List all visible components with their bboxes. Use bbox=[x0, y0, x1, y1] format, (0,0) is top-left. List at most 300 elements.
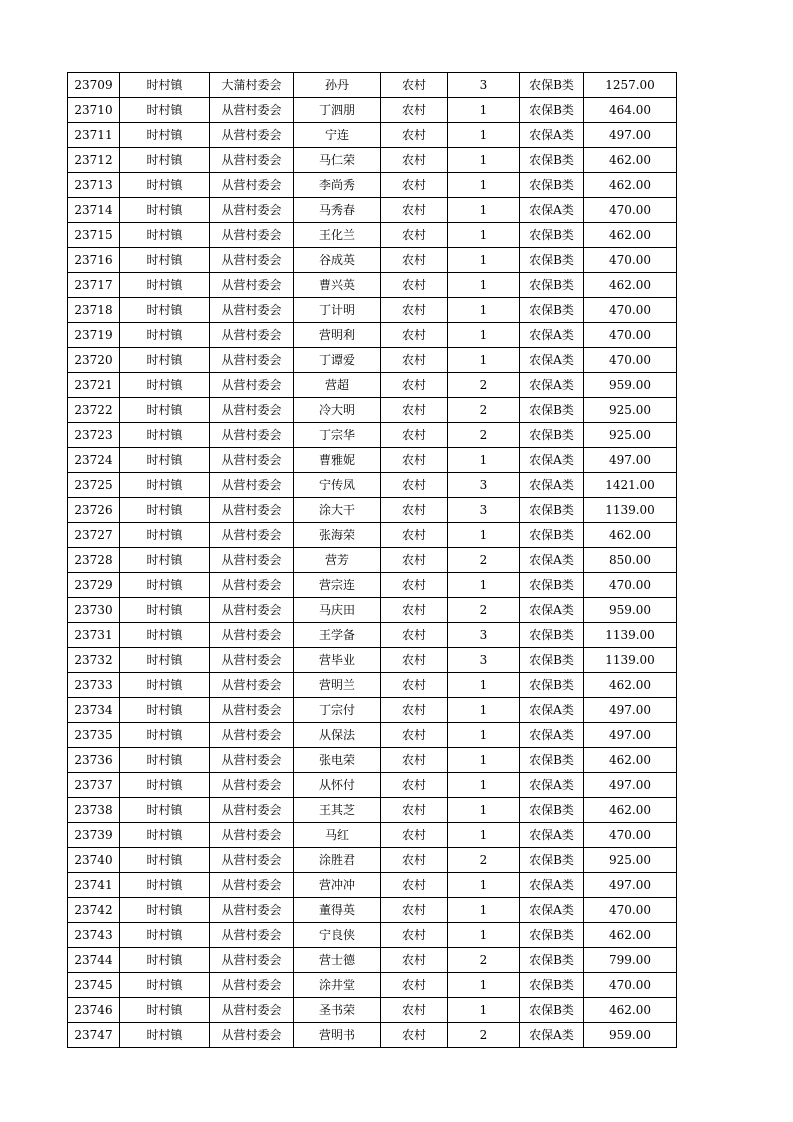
cell-category: 农保B类 bbox=[520, 623, 584, 648]
cell-name: 营明利 bbox=[294, 323, 381, 348]
cell-area-type: 农村 bbox=[381, 623, 448, 648]
table-row bbox=[68, 323, 677, 348]
cell-name: 宁连 bbox=[294, 123, 381, 148]
cell-id: 23713 bbox=[68, 173, 120, 198]
cell-town: 时村镇 bbox=[120, 173, 210, 198]
cell-name: 李尚秀 bbox=[294, 173, 381, 198]
cell-village: 从营村委会 bbox=[210, 398, 294, 423]
cell-town: 时村镇 bbox=[120, 423, 210, 448]
cell-area-type: 农村 bbox=[381, 773, 448, 798]
cell-town: 时村镇 bbox=[120, 98, 210, 123]
cell-count: 1 bbox=[448, 298, 520, 323]
cell-area-type: 农村 bbox=[381, 573, 448, 598]
table-row bbox=[68, 448, 677, 473]
cell-id: 23744 bbox=[68, 948, 120, 973]
cell-id: 23712 bbox=[68, 148, 120, 173]
cell-category: 农保B类 bbox=[520, 923, 584, 948]
cell-count: 1 bbox=[448, 248, 520, 273]
cell-category: 农保A类 bbox=[520, 823, 584, 848]
cell-category: 农保A类 bbox=[520, 348, 584, 373]
cell-amount: 497.00 bbox=[584, 723, 677, 748]
cell-category: 农保A类 bbox=[520, 323, 584, 348]
table-row bbox=[68, 848, 677, 873]
cell-village: 从营村委会 bbox=[210, 773, 294, 798]
cell-name: 丁谭爱 bbox=[294, 348, 381, 373]
table-row bbox=[68, 123, 677, 148]
table-row bbox=[68, 573, 677, 598]
cell-village: 从营村委会 bbox=[210, 348, 294, 373]
cell-name: 从怀付 bbox=[294, 773, 381, 798]
cell-category: 农保A类 bbox=[520, 773, 584, 798]
cell-count: 2 bbox=[448, 848, 520, 873]
cell-id: 23742 bbox=[68, 898, 120, 923]
cell-category: 农保A类 bbox=[520, 698, 584, 723]
cell-amount: 470.00 bbox=[584, 323, 677, 348]
cell-amount: 497.00 bbox=[584, 873, 677, 898]
cell-count: 1 bbox=[448, 173, 520, 198]
cell-count: 2 bbox=[448, 398, 520, 423]
cell-town: 时村镇 bbox=[120, 398, 210, 423]
cell-amount: 1139.00 bbox=[584, 498, 677, 523]
cell-town: 时村镇 bbox=[120, 823, 210, 848]
cell-village: 从营村委会 bbox=[210, 873, 294, 898]
table-row bbox=[68, 598, 677, 623]
cell-area-type: 农村 bbox=[381, 723, 448, 748]
table-row bbox=[68, 173, 677, 198]
cell-count: 3 bbox=[448, 498, 520, 523]
cell-village: 从营村委会 bbox=[210, 848, 294, 873]
cell-amount: 462.00 bbox=[584, 523, 677, 548]
cell-count: 1 bbox=[448, 223, 520, 248]
cell-count: 1 bbox=[448, 273, 520, 298]
table-row bbox=[68, 523, 677, 548]
cell-name: 马红 bbox=[294, 823, 381, 848]
cell-name: 营超 bbox=[294, 373, 381, 398]
cell-amount: 462.00 bbox=[584, 223, 677, 248]
cell-amount: 462.00 bbox=[584, 673, 677, 698]
cell-area-type: 农村 bbox=[381, 423, 448, 448]
cell-name: 涂大干 bbox=[294, 498, 381, 523]
cell-category: 农保B类 bbox=[520, 573, 584, 598]
cell-count: 1 bbox=[448, 873, 520, 898]
cell-id: 23717 bbox=[68, 273, 120, 298]
cell-village: 从营村委会 bbox=[210, 723, 294, 748]
cell-town: 时村镇 bbox=[120, 73, 210, 98]
cell-count: 1 bbox=[448, 998, 520, 1023]
cell-id: 23725 bbox=[68, 473, 120, 498]
cell-name: 张海荣 bbox=[294, 523, 381, 548]
cell-id: 23726 bbox=[68, 498, 120, 523]
cell-area-type: 农村 bbox=[381, 523, 448, 548]
cell-area-type: 农村 bbox=[381, 1023, 448, 1048]
cell-area-type: 农村 bbox=[381, 273, 448, 298]
cell-village: 从营村委会 bbox=[210, 973, 294, 998]
cell-name: 马仁荣 bbox=[294, 148, 381, 173]
cell-area-type: 农村 bbox=[381, 798, 448, 823]
cell-name: 张电荣 bbox=[294, 748, 381, 773]
table-row bbox=[68, 348, 677, 373]
cell-village: 从营村委会 bbox=[210, 823, 294, 848]
cell-id: 23723 bbox=[68, 423, 120, 448]
cell-id: 23732 bbox=[68, 648, 120, 673]
cell-area-type: 农村 bbox=[381, 223, 448, 248]
cell-amount: 1139.00 bbox=[584, 648, 677, 673]
cell-count: 1 bbox=[448, 973, 520, 998]
cell-category: 农保B类 bbox=[520, 673, 584, 698]
cell-town: 时村镇 bbox=[120, 498, 210, 523]
cell-name: 宁传凤 bbox=[294, 473, 381, 498]
cell-id: 23731 bbox=[68, 623, 120, 648]
cell-name: 圣书荣 bbox=[294, 998, 381, 1023]
table-row bbox=[68, 723, 677, 748]
cell-town: 时村镇 bbox=[120, 673, 210, 698]
cell-name: 营宗连 bbox=[294, 573, 381, 598]
cell-category: 农保B类 bbox=[520, 273, 584, 298]
cell-village: 从营村委会 bbox=[210, 123, 294, 148]
cell-amount: 1257.00 bbox=[584, 73, 677, 98]
table-row bbox=[68, 373, 677, 398]
cell-village: 从营村委会 bbox=[210, 98, 294, 123]
cell-id: 23714 bbox=[68, 198, 120, 223]
cell-id: 23735 bbox=[68, 723, 120, 748]
cell-village: 从营村委会 bbox=[210, 523, 294, 548]
table-row bbox=[68, 698, 677, 723]
cell-name: 曹雅妮 bbox=[294, 448, 381, 473]
cell-village: 从营村委会 bbox=[210, 948, 294, 973]
cell-category: 农保B类 bbox=[520, 948, 584, 973]
cell-category: 农保B类 bbox=[520, 748, 584, 773]
cell-village: 从营村委会 bbox=[210, 673, 294, 698]
cell-count: 1 bbox=[448, 748, 520, 773]
table-row bbox=[68, 923, 677, 948]
cell-count: 1 bbox=[448, 673, 520, 698]
cell-name: 马庆田 bbox=[294, 598, 381, 623]
table-row bbox=[68, 773, 677, 798]
cell-town: 时村镇 bbox=[120, 298, 210, 323]
table-row bbox=[68, 748, 677, 773]
cell-id: 23729 bbox=[68, 573, 120, 598]
table-row bbox=[68, 498, 677, 523]
cell-count: 2 bbox=[448, 1023, 520, 1048]
cell-category: 农保B类 bbox=[520, 98, 584, 123]
table-row bbox=[68, 798, 677, 823]
table-row bbox=[68, 673, 677, 698]
cell-town: 时村镇 bbox=[120, 323, 210, 348]
cell-village: 从营村委会 bbox=[210, 373, 294, 398]
cell-category: 农保B类 bbox=[520, 248, 584, 273]
cell-id: 23728 bbox=[68, 548, 120, 573]
cell-village: 从营村委会 bbox=[210, 1023, 294, 1048]
cell-category: 农保A类 bbox=[520, 548, 584, 573]
cell-area-type: 农村 bbox=[381, 323, 448, 348]
cell-count: 2 bbox=[448, 948, 520, 973]
cell-count: 1 bbox=[448, 898, 520, 923]
cell-town: 时村镇 bbox=[120, 998, 210, 1023]
cell-id: 23741 bbox=[68, 873, 120, 898]
cell-name: 营芳 bbox=[294, 548, 381, 573]
cell-town: 时村镇 bbox=[120, 623, 210, 648]
cell-id: 23721 bbox=[68, 373, 120, 398]
cell-village: 从营村委会 bbox=[210, 498, 294, 523]
table-row bbox=[68, 648, 677, 673]
table-row bbox=[68, 898, 677, 923]
cell-area-type: 农村 bbox=[381, 173, 448, 198]
cell-id: 23724 bbox=[68, 448, 120, 473]
cell-area-type: 农村 bbox=[381, 973, 448, 998]
cell-category: 农保B类 bbox=[520, 648, 584, 673]
cell-count: 3 bbox=[448, 648, 520, 673]
cell-area-type: 农村 bbox=[381, 298, 448, 323]
cell-town: 时村镇 bbox=[120, 698, 210, 723]
cell-village: 大蒲村委会 bbox=[210, 73, 294, 98]
cell-id: 23747 bbox=[68, 1023, 120, 1048]
cell-amount: 462.00 bbox=[584, 798, 677, 823]
cell-town: 时村镇 bbox=[120, 273, 210, 298]
cell-name: 孙丹 bbox=[294, 73, 381, 98]
cell-count: 1 bbox=[448, 573, 520, 598]
cell-town: 时村镇 bbox=[120, 948, 210, 973]
table-body bbox=[68, 73, 677, 1048]
cell-category: 农保A类 bbox=[520, 373, 584, 398]
cell-category: 农保B类 bbox=[520, 498, 584, 523]
cell-category: 农保B类 bbox=[520, 848, 584, 873]
cell-village: 从营村委会 bbox=[210, 923, 294, 948]
cell-village: 从营村委会 bbox=[210, 223, 294, 248]
table-row bbox=[68, 423, 677, 448]
cell-category: 农保B类 bbox=[520, 73, 584, 98]
cell-amount: 1139.00 bbox=[584, 623, 677, 648]
cell-town: 时村镇 bbox=[120, 973, 210, 998]
cell-id: 23718 bbox=[68, 298, 120, 323]
cell-amount: 959.00 bbox=[584, 1023, 677, 1048]
cell-area-type: 农村 bbox=[381, 248, 448, 273]
cell-area-type: 农村 bbox=[381, 348, 448, 373]
cell-id: 23722 bbox=[68, 398, 120, 423]
cell-count: 1 bbox=[448, 348, 520, 373]
cell-category: 农保B类 bbox=[520, 223, 584, 248]
cell-area-type: 农村 bbox=[381, 448, 448, 473]
cell-name: 宁良侠 bbox=[294, 923, 381, 948]
cell-area-type: 农村 bbox=[381, 373, 448, 398]
cell-id: 23727 bbox=[68, 523, 120, 548]
cell-town: 时村镇 bbox=[120, 448, 210, 473]
cell-amount: 850.00 bbox=[584, 548, 677, 573]
cell-count: 3 bbox=[448, 73, 520, 98]
cell-name: 曹兴英 bbox=[294, 273, 381, 298]
cell-village: 从营村委会 bbox=[210, 698, 294, 723]
cell-category: 农保B类 bbox=[520, 973, 584, 998]
cell-town: 时村镇 bbox=[120, 773, 210, 798]
cell-id: 23715 bbox=[68, 223, 120, 248]
table-row bbox=[68, 473, 677, 498]
cell-name: 丁计明 bbox=[294, 298, 381, 323]
cell-area-type: 农村 bbox=[381, 98, 448, 123]
cell-area-type: 农村 bbox=[381, 548, 448, 573]
cell-area-type: 农村 bbox=[381, 498, 448, 523]
cell-town: 时村镇 bbox=[120, 848, 210, 873]
cell-village: 从营村委会 bbox=[210, 473, 294, 498]
cell-town: 时村镇 bbox=[120, 373, 210, 398]
cell-town: 时村镇 bbox=[120, 123, 210, 148]
cell-town: 时村镇 bbox=[120, 798, 210, 823]
cell-village: 从营村委会 bbox=[210, 323, 294, 348]
cell-name: 王其芝 bbox=[294, 798, 381, 823]
cell-village: 从营村委会 bbox=[210, 198, 294, 223]
cell-id: 23746 bbox=[68, 998, 120, 1023]
cell-category: 农保B类 bbox=[520, 998, 584, 1023]
cell-name: 营毕业 bbox=[294, 648, 381, 673]
cell-village: 从营村委会 bbox=[210, 998, 294, 1023]
cell-count: 1 bbox=[448, 773, 520, 798]
cell-id: 23711 bbox=[68, 123, 120, 148]
cell-amount: 959.00 bbox=[584, 598, 677, 623]
cell-name: 董得英 bbox=[294, 898, 381, 923]
cell-village: 从营村委会 bbox=[210, 423, 294, 448]
cell-category: 农保B类 bbox=[520, 798, 584, 823]
table-row bbox=[68, 548, 677, 573]
cell-name: 丁泗朋 bbox=[294, 98, 381, 123]
cell-name: 谷成英 bbox=[294, 248, 381, 273]
cell-id: 23736 bbox=[68, 748, 120, 773]
table-row bbox=[68, 998, 677, 1023]
cell-name: 王化兰 bbox=[294, 223, 381, 248]
cell-village: 从营村委会 bbox=[210, 148, 294, 173]
cell-village: 从营村委会 bbox=[210, 798, 294, 823]
cell-village: 从营村委会 bbox=[210, 898, 294, 923]
cell-name: 营士德 bbox=[294, 948, 381, 973]
cell-town: 时村镇 bbox=[120, 898, 210, 923]
cell-id: 23733 bbox=[68, 673, 120, 698]
cell-amount: 497.00 bbox=[584, 698, 677, 723]
cell-area-type: 农村 bbox=[381, 73, 448, 98]
cell-amount: 470.00 bbox=[584, 823, 677, 848]
cell-area-type: 农村 bbox=[381, 123, 448, 148]
table-row bbox=[68, 148, 677, 173]
cell-town: 时村镇 bbox=[120, 723, 210, 748]
cell-category: 农保A类 bbox=[520, 723, 584, 748]
cell-category: 农保B类 bbox=[520, 523, 584, 548]
cell-village: 从营村委会 bbox=[210, 248, 294, 273]
cell-area-type: 农村 bbox=[381, 873, 448, 898]
cell-area-type: 农村 bbox=[381, 998, 448, 1023]
cell-count: 1 bbox=[448, 798, 520, 823]
cell-town: 时村镇 bbox=[120, 523, 210, 548]
cell-count: 2 bbox=[448, 598, 520, 623]
table-row bbox=[68, 98, 677, 123]
cell-count: 1 bbox=[448, 923, 520, 948]
cell-amount: 470.00 bbox=[584, 198, 677, 223]
cell-count: 1 bbox=[448, 198, 520, 223]
cell-name: 涂井堂 bbox=[294, 973, 381, 998]
cell-category: 农保B类 bbox=[520, 148, 584, 173]
cell-village: 从营村委会 bbox=[210, 598, 294, 623]
cell-town: 时村镇 bbox=[120, 548, 210, 573]
records-table bbox=[67, 72, 677, 1048]
cell-area-type: 农村 bbox=[381, 198, 448, 223]
cell-category: 农保B类 bbox=[520, 173, 584, 198]
cell-amount: 462.00 bbox=[584, 273, 677, 298]
cell-category: 农保B类 bbox=[520, 423, 584, 448]
cell-town: 时村镇 bbox=[120, 648, 210, 673]
cell-id: 23710 bbox=[68, 98, 120, 123]
cell-category: 农保A类 bbox=[520, 198, 584, 223]
cell-area-type: 农村 bbox=[381, 473, 448, 498]
cell-name: 营冲冲 bbox=[294, 873, 381, 898]
cell-amount: 462.00 bbox=[584, 148, 677, 173]
cell-village: 从营村委会 bbox=[210, 273, 294, 298]
cell-id: 23743 bbox=[68, 923, 120, 948]
cell-area-type: 农村 bbox=[381, 148, 448, 173]
cell-count: 1 bbox=[448, 723, 520, 748]
cell-village: 从营村委会 bbox=[210, 173, 294, 198]
cell-name: 涂胜君 bbox=[294, 848, 381, 873]
cell-id: 23709 bbox=[68, 73, 120, 98]
cell-village: 从营村委会 bbox=[210, 548, 294, 573]
cell-area-type: 农村 bbox=[381, 648, 448, 673]
cell-name: 王学备 bbox=[294, 623, 381, 648]
cell-amount: 462.00 bbox=[584, 923, 677, 948]
cell-id: 23740 bbox=[68, 848, 120, 873]
cell-amount: 925.00 bbox=[584, 848, 677, 873]
cell-name: 丁宗付 bbox=[294, 698, 381, 723]
table-row bbox=[68, 973, 677, 998]
cell-town: 时村镇 bbox=[120, 473, 210, 498]
cell-name: 马秀春 bbox=[294, 198, 381, 223]
cell-count: 1 bbox=[448, 323, 520, 348]
cell-town: 时村镇 bbox=[120, 573, 210, 598]
cell-amount: 1421.00 bbox=[584, 473, 677, 498]
cell-amount: 470.00 bbox=[584, 973, 677, 998]
cell-amount: 470.00 bbox=[584, 573, 677, 598]
cell-count: 2 bbox=[448, 548, 520, 573]
cell-id: 23716 bbox=[68, 248, 120, 273]
cell-category: 农保A类 bbox=[520, 473, 584, 498]
cell-village: 从营村委会 bbox=[210, 448, 294, 473]
cell-town: 时村镇 bbox=[120, 198, 210, 223]
cell-area-type: 农村 bbox=[381, 598, 448, 623]
table-row bbox=[68, 398, 677, 423]
cell-amount: 799.00 bbox=[584, 948, 677, 973]
table-row bbox=[68, 298, 677, 323]
cell-town: 时村镇 bbox=[120, 923, 210, 948]
cell-id: 23737 bbox=[68, 773, 120, 798]
cell-amount: 470.00 bbox=[584, 248, 677, 273]
cell-area-type: 农村 bbox=[381, 748, 448, 773]
cell-amount: 470.00 bbox=[584, 898, 677, 923]
table-row bbox=[68, 73, 677, 98]
cell-id: 23730 bbox=[68, 598, 120, 623]
table-row bbox=[68, 248, 677, 273]
cell-category: 农保A类 bbox=[520, 898, 584, 923]
cell-category: 农保B类 bbox=[520, 298, 584, 323]
cell-amount: 462.00 bbox=[584, 173, 677, 198]
cell-town: 时村镇 bbox=[120, 148, 210, 173]
cell-village: 从营村委会 bbox=[210, 573, 294, 598]
cell-category: 农保A类 bbox=[520, 1023, 584, 1048]
cell-name: 营明兰 bbox=[294, 673, 381, 698]
table-row bbox=[68, 623, 677, 648]
cell-amount: 470.00 bbox=[584, 348, 677, 373]
cell-name: 从保法 bbox=[294, 723, 381, 748]
table-row bbox=[68, 1023, 677, 1048]
cell-count: 1 bbox=[448, 698, 520, 723]
cell-category: 农保A类 bbox=[520, 873, 584, 898]
cell-category: 农保A类 bbox=[520, 448, 584, 473]
cell-village: 从营村委会 bbox=[210, 748, 294, 773]
cell-area-type: 农村 bbox=[381, 698, 448, 723]
cell-area-type: 农村 bbox=[381, 673, 448, 698]
cell-id: 23738 bbox=[68, 798, 120, 823]
